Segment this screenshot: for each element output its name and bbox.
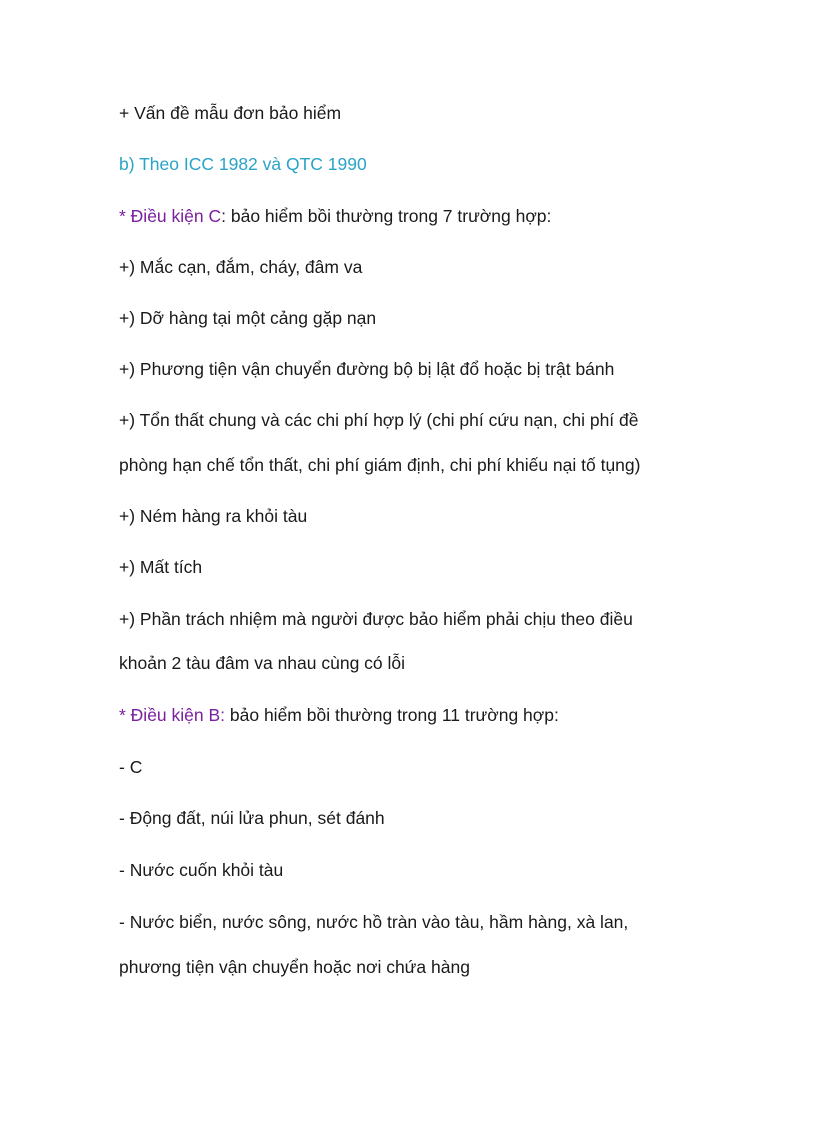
intro-line: + Vấn đề mẫu đơn bảo hiểm — [119, 103, 342, 123]
condition-c-label: * Điều kiện C — [119, 206, 222, 226]
list-item-continuation: phương tiện vận chuyển hoặc nơi chứa hàng — [119, 957, 470, 977]
list-item: +) Ném hàng ra khỏi tàu — [119, 506, 308, 526]
list-item: +) Phần trách nhiệm mà người được bảo hiểm phải chịu theo điều — [119, 609, 633, 629]
list-item: +) Mắc cạn, đắm, cháy, đâm va — [119, 257, 363, 277]
list-item: - Động đất, núi lửa phun, sét đánh — [119, 808, 385, 828]
list-item: +) Mất tích — [119, 557, 203, 577]
section-heading: b) Theo ICC 1982 và QTC 1990 — [119, 154, 367, 174]
condition-c-text: : bảo hiểm bồi thường trong 7 trường hợp: — [221, 206, 552, 226]
condition-b-heading — [119, 704, 559, 726]
condition-b-label: * Điều kiện B: — [119, 705, 226, 725]
list-item: - Nước biển, nước sông, nước hồ tràn vào tàu, hầm hàng, xà lan, — [119, 912, 629, 932]
list-item-continuation: phòng hạn chế tổn thất, chi phí giám định, chi phí khiếu nại tố tụng) — [119, 455, 641, 475]
list-item: - C — [119, 757, 143, 777]
condition-b-text: bảo hiểm bồi thường trong 11 trường hợp: — [225, 705, 559, 725]
list-item: +) Phương tiện vận chuyển đường bộ bị lật đổ hoặc bị trật bánh — [119, 359, 615, 379]
list-item: +) Dỡ hàng tại một cảng gặp nạn — [119, 308, 377, 328]
list-item-continuation: khoản 2 tàu đâm va nhau cùng có lỗi — [119, 653, 406, 673]
list-item: +) Tổn thất chung và các chi phí hợp lý (chi phí cứu nạn, chi phí đề — [119, 410, 639, 430]
condition-c-heading — [119, 205, 551, 227]
list-item: - Nước cuốn khỏi tàu — [119, 860, 284, 880]
